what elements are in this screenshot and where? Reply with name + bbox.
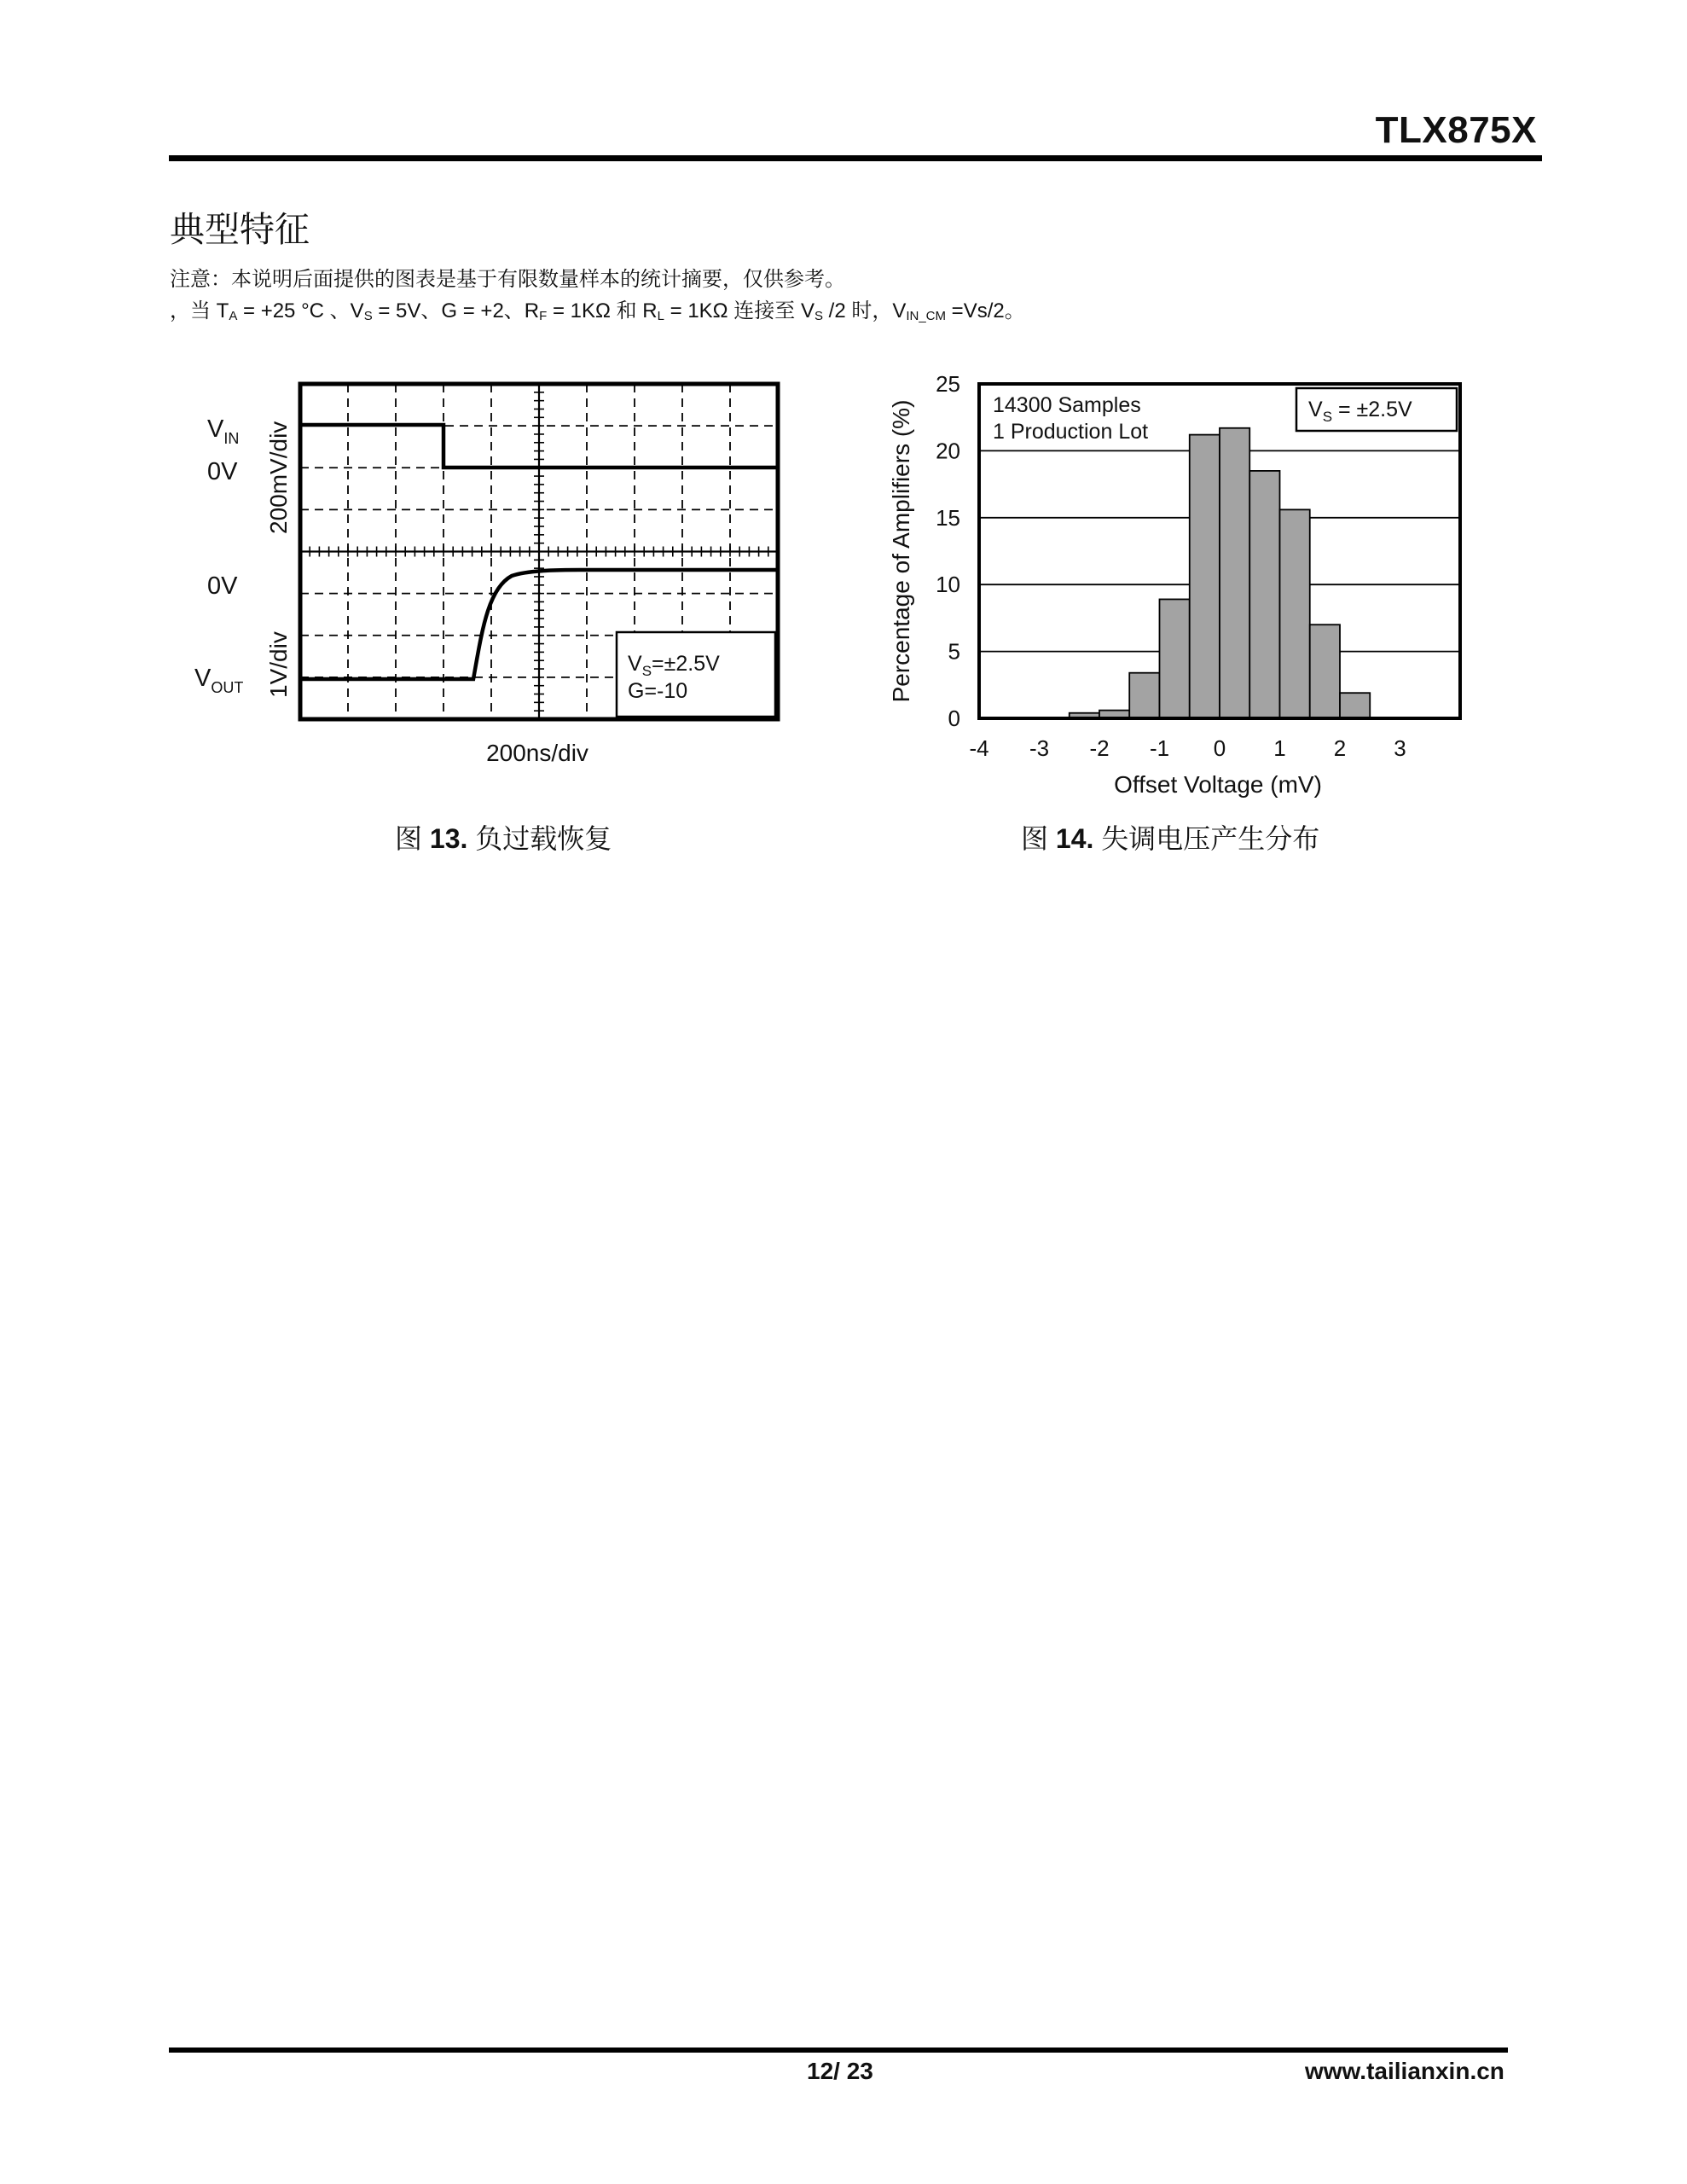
x-tick-label: -4 xyxy=(969,735,989,761)
scope-legend-gain: G=-10 xyxy=(628,679,688,703)
scope-legend-vs: $V_S=\pm 2.5V$ xyxy=(628,652,720,679)
time-scale-label: 200ns/div xyxy=(486,740,588,766)
histogram-annotation-2: 1 Production Lot xyxy=(993,420,1149,444)
figure-14-caption: 图 14. 失调电压产生分布 xyxy=(1021,823,1320,854)
note-cm-sub: IN_CM xyxy=(906,309,947,323)
section-title: 典型特征 xyxy=(170,210,310,249)
y-tick-label: 15 xyxy=(936,504,960,531)
footer-rule xyxy=(169,2048,1508,2053)
histogram-x-ticks xyxy=(969,735,1406,761)
part-number: TLX875X xyxy=(1375,109,1537,151)
histogram-bar xyxy=(1190,435,1220,718)
histogram-y-ticks xyxy=(936,371,960,731)
vin-label: $V_{IN}$ xyxy=(207,415,240,447)
note-rf-val: = 1KΩ 和 R xyxy=(547,299,658,322)
y-tick-label: 5 xyxy=(948,638,960,665)
y-axis-label: Percentage of Amplifiers (%) xyxy=(888,399,914,703)
note-vs2-val: /2 时，V xyxy=(822,299,907,322)
x-tick-label: 3 xyxy=(1394,735,1406,761)
note-vs-sub: S xyxy=(363,309,373,323)
x-tick-label: -1 xyxy=(1149,735,1170,761)
note-line-1: 注意：本说明后面提供的图表是基于有限数量样本的统计摘要，仅供参考。 xyxy=(170,268,845,291)
histogram-bar xyxy=(1280,509,1310,718)
note-prefix: ，当 T xyxy=(170,299,229,322)
x-tick-label: 1 xyxy=(1273,735,1286,761)
x-tick-label: 0 xyxy=(1213,735,1226,761)
footer-website: www.tailianxin.cn xyxy=(1305,2058,1504,2084)
note-rf-sub: F xyxy=(539,309,548,323)
x-tick-label: -2 xyxy=(1089,735,1110,761)
histogram-bar xyxy=(1160,599,1190,718)
x-axis-label: Offset Voltage (mV) xyxy=(1114,771,1322,798)
scale-label-bottom: 1V/div xyxy=(265,631,292,698)
histogram-annotation-1: 14300 Samples xyxy=(993,393,1141,417)
y-tick-label: 10 xyxy=(936,572,960,598)
histogram-bar xyxy=(1340,693,1370,718)
y-tick-label: 25 xyxy=(936,371,960,397)
x-tick-label: -3 xyxy=(1029,735,1050,761)
histogram-bar xyxy=(1310,624,1340,718)
note-vs-val: = 5V、G = +2、R xyxy=(372,299,540,322)
histogram-bar xyxy=(1220,428,1249,718)
scale-label-top: 200mV/div xyxy=(265,421,292,534)
histogram-bar xyxy=(1249,471,1279,718)
note-cm-val: =Vs/2。 xyxy=(946,299,1025,322)
x-tick-label: 2 xyxy=(1333,735,1347,761)
vout-label: $V_{OUT}$ xyxy=(194,665,244,696)
note-ta-sub: A xyxy=(229,309,238,323)
histogram-bar xyxy=(1129,673,1159,718)
note-rl-val: = 1KΩ 连接至 V xyxy=(664,299,815,322)
y-tick-label: 0 xyxy=(948,706,960,731)
histogram-bars xyxy=(1070,428,1371,718)
note-vs2-sub: S xyxy=(814,309,823,323)
note-rl-sub: L xyxy=(657,309,664,323)
histogram-legend-vs: $V_S = \pm 2.5V$ xyxy=(1308,398,1412,425)
y-tick-label: 20 xyxy=(936,438,960,464)
zero-label-bottom: 0V xyxy=(207,572,238,600)
figure-13-caption: 图 13. 负过载恢复 xyxy=(395,823,612,854)
page-number: 12/ 23 xyxy=(807,2058,873,2084)
note-ta-val: = +25 °C 、V xyxy=(237,299,364,322)
zero-label-top: 0V xyxy=(207,458,238,485)
